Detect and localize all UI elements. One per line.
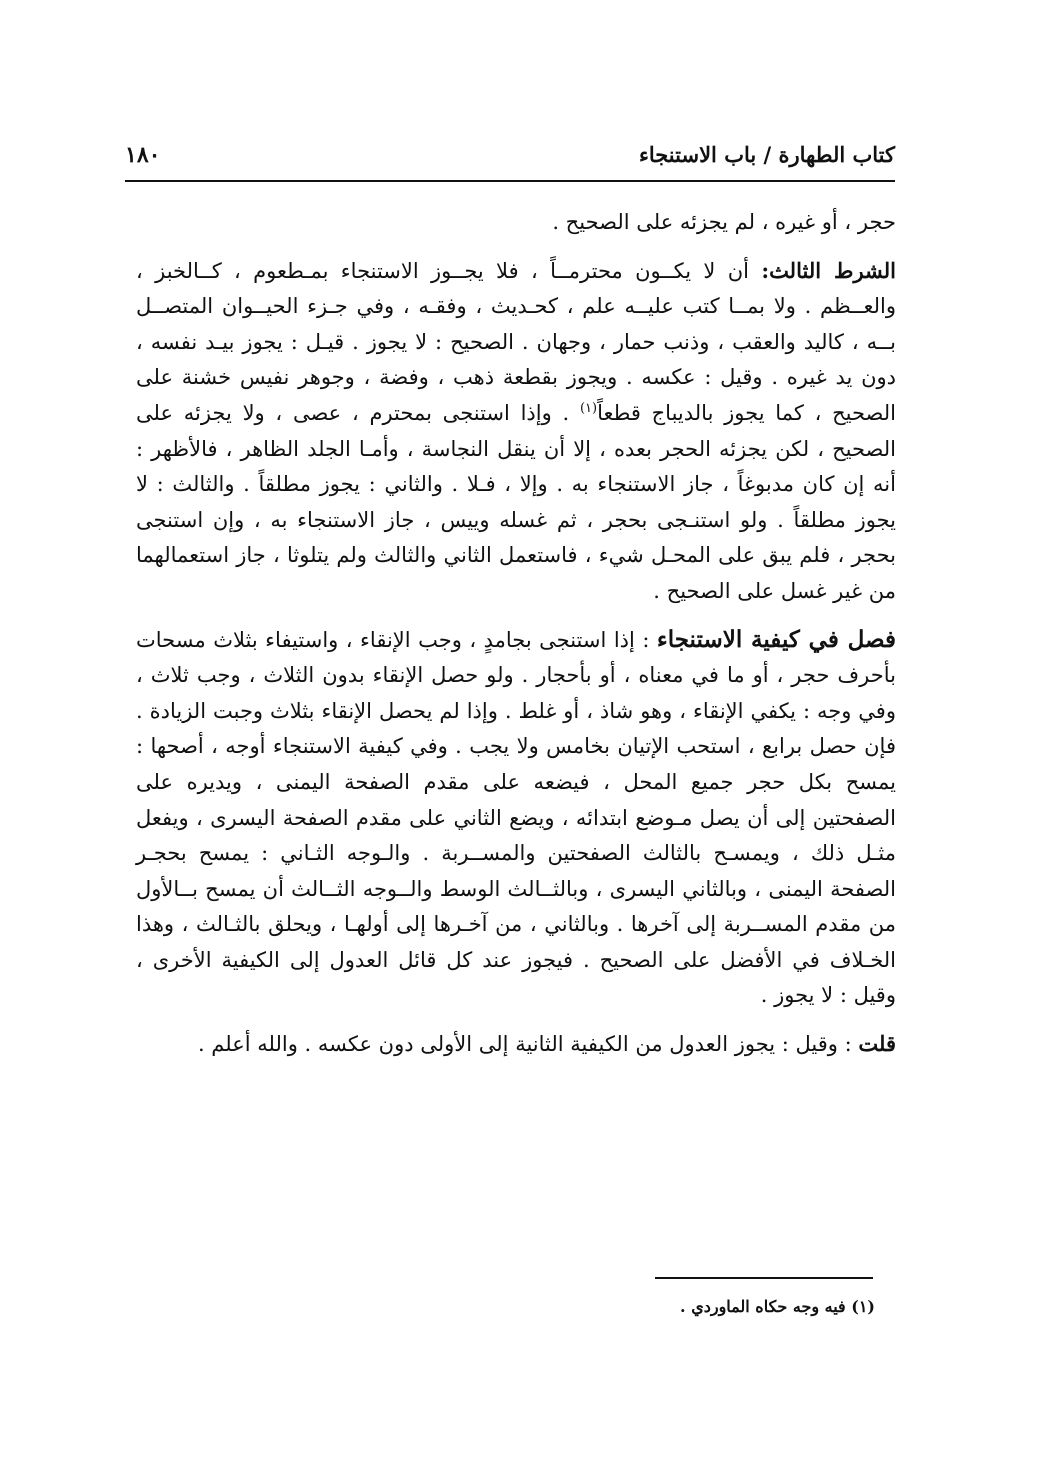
paragraph-qultu (136, 1026, 896, 1063)
footnote: (١) فيه وجه حكاه الماوردي . (680, 1297, 875, 1316)
footnote-rule (655, 1277, 873, 1279)
paragraph-lead-qultu: قلت (858, 1031, 896, 1057)
paragraph-1 (136, 205, 896, 241)
section-heading-istinja: فصل في كيفية الاستنجاء (656, 625, 897, 653)
page-number: ١٨٠ (125, 142, 161, 168)
paragraph-qultu-text: : وقيل : يجوز العدول من الكيفية الثانية إلى الأولى دون عكسه . والله أعلم . (197, 1032, 859, 1057)
running-title: كتاب الطهارة / باب الاستنجاء (638, 142, 895, 167)
paragraph-third-condition (136, 253, 896, 610)
paragraph-section-istinja-text: : إذا استنجى بجامدٍ ، وجب الإنقاء ، واستيفاء بثلاث مسحات بأحرف حجر ، أو ما في معناه ، أو بأحجار . ولو حصل الإنقاء بدون الثلاث ، وجب ثلاث ، وفي وجه : يكفي الإنقاء ، وهو شاذ ، أو غلط . وإذا لم يحصل الإنقاء بثلاث وجبت الزيادة . فإن حصل برابع ، استحب الإتيان بخامس ولا يجب . وفي كيفية الاستنجاء أوجه ، أصحها : يمسح بكل حجر جميع المحل ، فيضعه على مقدم الصفحة اليمنى ، ويديره على الصفحتين إلى أن يصل مـوضع ابتدائه ، ويضع الثاني على مقدم الصفحة اليسرى ، ويفعل مثـل ذلك ، ويمسـح بالثالث الصفحتين والمســربة . والـوجه الثـاني : يمسح بحجـر الصفحة اليمنى ، وبالثاني اليسرى ، وبالثــالث الوسط والــوجه الثــالث أن يمسح بــالأول من مقدم المســربة إلى آخرها . وبالثاني ، من آخـرها إلى أولهـا ، ويحلق بالثـالث ، وهذا الخـلاف في الأفضل على الصحيح . فيجوز عند كل قائل العدول إلى الكيفية الأخرى ، وقيل : لا يجوز . (136, 627, 896, 1008)
main-text (136, 205, 896, 1063)
footnote-reference: (١) (579, 400, 598, 416)
running-header (125, 142, 895, 176)
paragraph-lead-third-condition: الشرط الثالث: (761, 257, 896, 283)
paragraph-1-text: حجر ، أو غيره ، لم يجزئه على الصحيح . (552, 210, 896, 234)
paragraph-section-istinja (136, 622, 896, 1015)
paragraph-third-condition-text-b: . وإذا استنجى بمحترم ، عصى ، ولا يجزئه على الصحيح ، لكن يجزئه الحجر بعده ، إلا أن ينقل النجاسة ، وأمـا الجلد الظاهر ، فالأظهر : أنه إن كان مدبوغاً ، جاز الاستنجاء به . وإلا ، فـلا . والثاني : يجوز مطلقاً . والثالث : لا يجوز مطلقاً . ولو استنـجى بحجر ، ثم غسله وييس ، جاز الاستنجاء به ، وإن استنجى بحجر ، فلم يبق على المحـل شيء ، فاستعمل الثاني والثالث ولم يتلوثا ، جاز استعمالهما من غير غسل على الصحيح . (136, 400, 896, 603)
header-rule (125, 180, 895, 182)
paragraph-third-condition-text-a: أن لا يكــون محترمــاً ، فلا يجــوز الاستنجاء بمـطعوم ، كــالخبز ، والعــظم . ولا بمــا كتب عليــه علم ، كحـديث ، وفقـه ، وفي جـزء الحيــوان المتصــل بــه ، كاليد والعقب ، وذنب حمار ، وجهان . الصحيح : لا يجوز . قيـل : يجوز بيـد نفسه ، دون يد غيره . وقيل : عكسه . ويجوز بقطعة ذهب ، وفضة ، وجوهر نفيس خشنة على الصحيح ، كما يجوز بالديباج قطعاً (136, 258, 897, 425)
